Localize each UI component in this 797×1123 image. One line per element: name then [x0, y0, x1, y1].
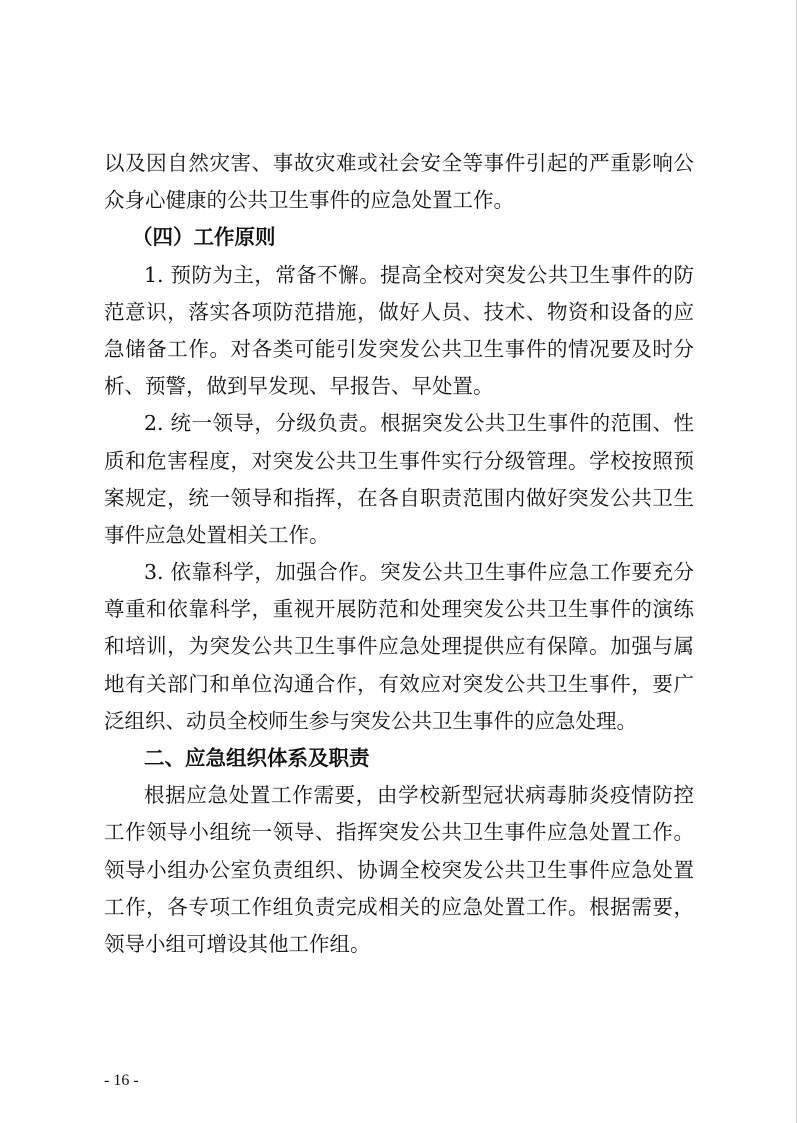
section2-line: 工作领导小组统一领导、指挥突发公共卫生事件应急处置工作。 — [104, 820, 694, 845]
section2-line: 领导小组办公室负责组织、协调全校突发公共卫生事件应急处置 — [104, 857, 694, 882]
section2-line: 根据应急处置工作需要，由学校新型冠状病毒肺炎疫情防控 — [144, 783, 694, 808]
principle-2-line: 质和危害程度，对突发公共卫生事件实行分级管理。学校按照预 — [104, 448, 694, 473]
principle-2-line: 事件应急处置相关工作。 — [104, 522, 330, 547]
principle-2-line: 案规定，统一领导和指挥，在各自职责范围内做好突发公共卫生 — [104, 485, 694, 510]
principle-3-line: 尊重和依靠科学，重视开展防范和处理突发公共卫生事件的演练 — [104, 597, 694, 622]
section-heading-organization: 二、应急组织体系及职责 — [144, 746, 370, 770]
page-number: - 16 - — [104, 1072, 139, 1089]
principle-2-line: 2. 统一领导，分级负责。根据突发公共卫生事件的范围、性 — [144, 411, 694, 436]
principle-1-line: 1. 预防为主，常备不懈。提高全校对突发公共卫生事件的防 — [144, 262, 694, 287]
principle-3-line: 3. 依靠科学，加强合作。突发公共卫生事件应急工作要充分 — [144, 560, 694, 585]
principle-1-line: 范意识，落实各项防范措施，做好人员、技术、物资和设备的应 — [104, 299, 694, 324]
document-body — [104, 145, 694, 963]
principle-3-line: 泛组织、动员全校师生参与突发公共卫生事件的应急处理。 — [104, 708, 637, 733]
principle-3-line: 和培训，为突发公共卫生事件应急处理提供应有保障。加强与属 — [104, 634, 694, 659]
section2-line: 工作，各专项工作组负责完成相关的应急处置工作。根据需要， — [104, 894, 694, 919]
section2-line: 领导小组可增设其他工作组。 — [104, 931, 371, 956]
paragraph-line: 众身心健康的公共卫生事件的应急处置工作。 — [104, 188, 514, 213]
principle-1-line: 析、预警，做到早发现、早报告、早处置。 — [104, 374, 494, 399]
principle-3-line: 地有关部门和单位沟通合作，有效应对突发公共卫生事件，要广 — [104, 671, 694, 696]
section-heading-principles: （四）工作原则 — [132, 225, 276, 250]
principle-1-line: 急储备工作。对各类可能引发突发公共卫生事件的情况要及时分 — [104, 336, 694, 361]
paragraph-line: 以及因自然灾害、事故灾难或社会安全等事件引起的严重影响公 — [104, 151, 694, 175]
